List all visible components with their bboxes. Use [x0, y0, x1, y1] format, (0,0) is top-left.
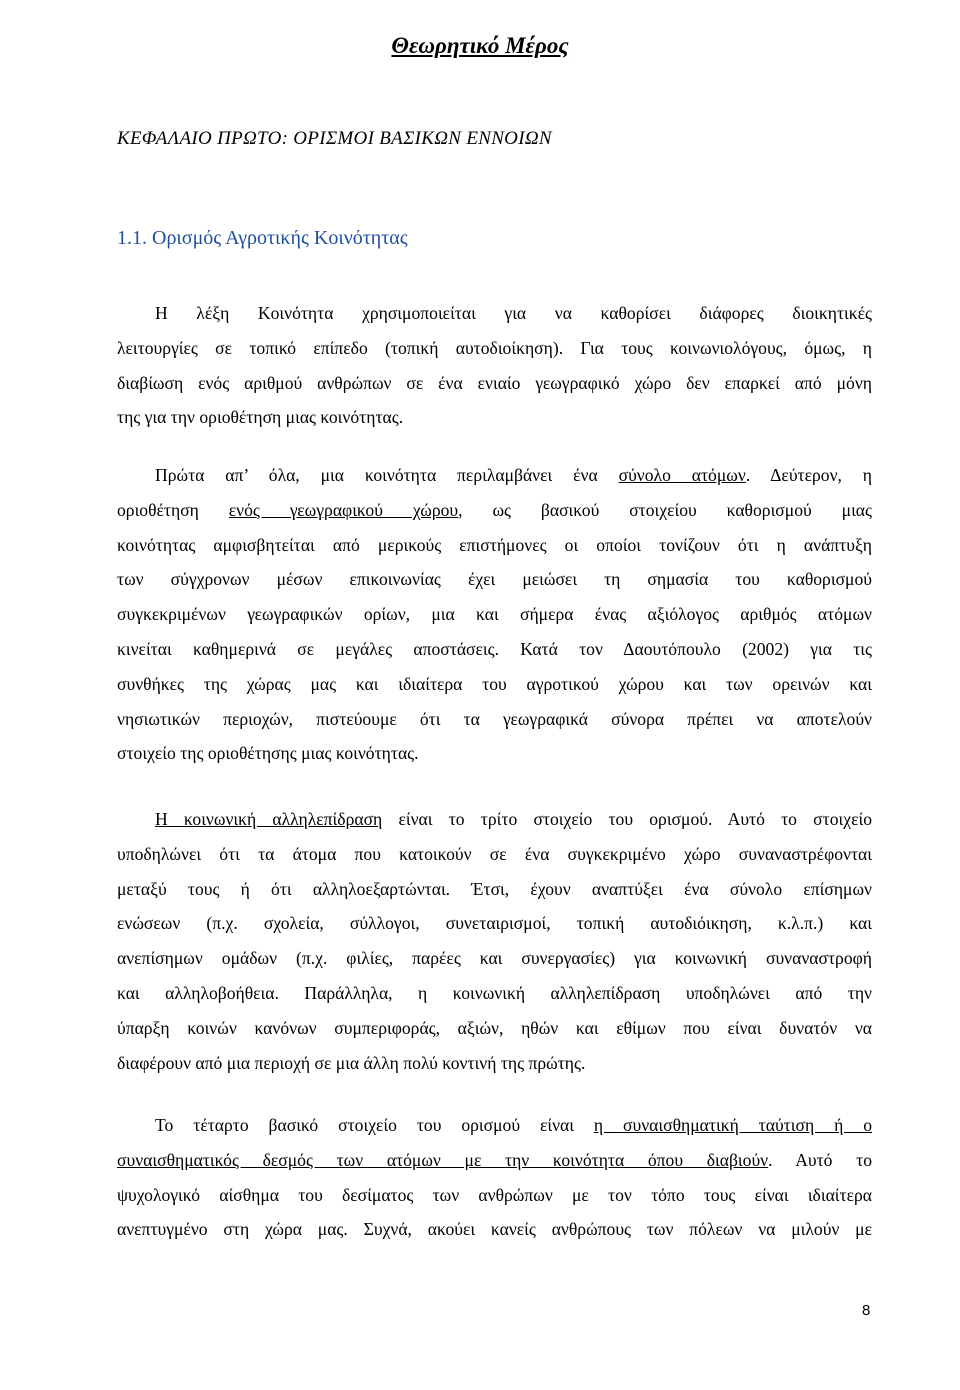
paragraph-1	[117, 296, 872, 435]
text-line: στοιχείο της οριοθέτησης μιας κοινότητας.	[117, 743, 419, 764]
page-title: Θεωρητικό Μέρος	[391, 33, 569, 58]
underlined-term: η συναισθηματική ταύτιση ή ο	[593, 1115, 872, 1135]
text-line: ανεπίσημων ομάδων (π.χ. φιλίες, παρέες και συνεργασίες) για κοινωνική συναναστροφή	[117, 948, 872, 969]
text-line	[117, 493, 872, 528]
paragraph-3	[117, 802, 872, 1080]
underlined-term: ενός γεωγραφικού χώρου	[228, 499, 459, 520]
text-line: συνθήκες της χώρας μας και ιδιαίτερα του αγροτικού χώρου και των ορεινών και	[117, 673, 872, 694]
section-heading: 1.1. Ορισμός Αγροτικής Κοινότητας	[117, 227, 408, 249]
text-span: Πρώτα απ’ όλα, μια κοινότητα περιλαμβάνει ένα	[155, 465, 619, 485]
text-span: . Αυτό το	[768, 1149, 872, 1170]
text-line: των σύγχρονων μέσων επικοινωνίας έχει μειώσει τη σημασία του καθορισμού	[117, 569, 872, 590]
text-span: οριοθέτηση	[117, 499, 229, 520]
text-line: κοινότητας αμφισβητείται από μερικούς επιστήμονες οι οποίοι τονίζουν ότι η ανάπτυξη	[117, 534, 872, 555]
text-span: , ως βασικού στοιχείου καθορισμού μιας	[458, 499, 872, 520]
text-line	[117, 1108, 872, 1143]
text-line: διαφέρουν από μια περιοχή σε μια άλλη πολύ κοντινή της πρώτης.	[117, 1052, 586, 1073]
paragraph-4	[117, 1108, 872, 1247]
text-span: . Δεύτερον, η	[745, 465, 873, 485]
text-line: ύπαρξη κοινών κανόνων συμπεριφοράς, αξιών, ηθών και εθίμων που είναι δυνατόν να	[117, 1017, 872, 1038]
text-line: Η λέξη Κοινότητα χρησιμοποιείται για να καθορίσει διάφορες διοικητικές	[155, 303, 872, 323]
underlined-term: Η κοινωνική αλληλεπίδραση	[155, 809, 383, 829]
text-line	[117, 802, 872, 837]
chapter-heading: ΚΕΦΑΛΑΙΟ ΠΡΩΤΟ: ΟΡΙΣΜΟΙ ΒΑΣΙΚΩΝ ΕΝΝΟΙΩΝ	[117, 128, 552, 149]
text-line	[117, 1143, 872, 1178]
text-line: συγκεκριμένων γεωγραφικών ορίων, μια και σήμερα ένας αξιόλογος αριθμός ατόμων	[117, 604, 872, 625]
text-line: ψυχολογικό αίσθημα του δεσίματος των ανθρώπων με τον τόπο τους είναι ιδιαίτερα	[117, 1184, 872, 1205]
text-line: κινείται καθημερινά σε μεγάλες αποστάσεις. Κατά τον Δαουτόπουλο (2002) για τις	[117, 638, 872, 659]
text-line: ανεπτυγμένο στη χώρα μας. Συχνά, ακούει κανείς ανθρώπους των πόλεων να μιλούν με	[117, 1219, 872, 1240]
text-line: λειτουργίες σε τοπικό επίπεδο (τοπική αυτοδιοίκηση). Για τους κοινωνιολόγους, όμως, η	[117, 337, 872, 358]
text-line	[117, 458, 872, 493]
text-line: μεταξύ τους ή ότι αλληλοεξαρτώνται. Έτσι, έχουν αναπτύξει ένα σύνολο επίσημων	[117, 878, 872, 899]
text-line: διαβίωση ενός αριθμού ανθρώπων σε ένα ενιαίο γεωγραφικό χώρο δεν επαρκεί από μόνη	[117, 372, 872, 393]
text-line: υποδηλώνει ότι τα άτομα που κατοικούν σε ένα συγκεκριμένο χώρο συναναστρέφονται	[117, 843, 872, 864]
paragraph-2	[117, 458, 872, 771]
text-line: της για την οριοθέτηση μιας κοινότητας.	[117, 407, 404, 428]
text-line: και αλληλοβοήθεια. Παράλληλα, η κοινωνική αλληλεπίδραση υποδηλώνει από την	[117, 982, 872, 1003]
underlined-term: συναισθηματικός δεσμός των ατόμων με την κοινότητα όπου διαβιούν	[117, 1149, 769, 1170]
text-span: είναι το τρίτο στοιχείο του ορισμού. Αυτό το στοιχείο	[382, 809, 872, 829]
page-number: 8	[862, 1302, 871, 1319]
text-line: νησιωτικών περιοχών, πιστεύουμε ότι τα γεωγραφικά σύνορα πρέπει να αποτελούν	[117, 708, 872, 729]
text-span: Το τέταρτο βασικό στοιχείο του ορισμού είναι	[155, 1115, 594, 1135]
text-line: ενώσεων (π.χ. σχολεία, σύλλογοι, συνεταιρισμοί, τοπική αυτοδιόικηση, κ.λ.π.) και	[117, 913, 872, 934]
underlined-term: σύνολο ατόμων	[618, 465, 746, 485]
